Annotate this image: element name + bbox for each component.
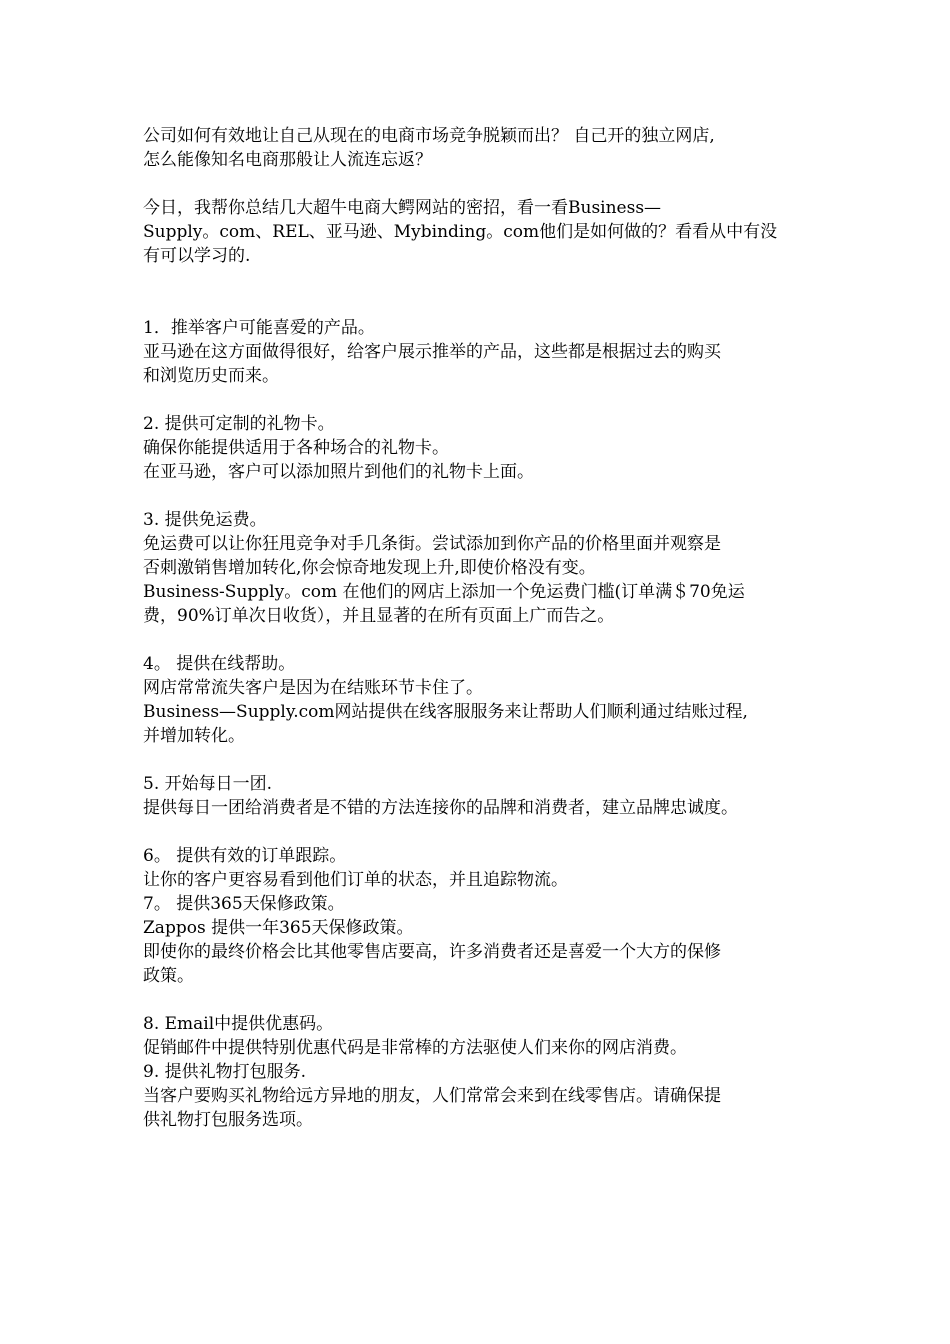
tip-section-9 (143, 1060, 813, 1132)
text-line: 确保你能提供适用于各种场合的礼物卡。 (143, 438, 449, 458)
section-heading: 6。 提供有效的订单跟踪。 (143, 846, 347, 866)
tip-section-8 (143, 1012, 813, 1060)
text-line: 费，90%订单次日收货），并且显著的在所有页面上广而告之。 (143, 606, 615, 626)
text-line: 公司如何有效地让自己从现在的电商市场竞争脱颖而出？ 自己开的独立网店, (143, 126, 715, 146)
text-line: 政策。 (143, 966, 194, 986)
article-body (143, 124, 813, 1132)
intro-paragraph-1 (143, 124, 813, 172)
tip-section-1 (143, 316, 813, 388)
text-line: 免运费可以让你狂甩竞争对手几条街。尝试添加到你产品的价格里面并观察是 (143, 534, 721, 554)
tip-section-2 (143, 412, 813, 484)
section-heading: 3. 提供免运费。 (143, 510, 267, 530)
text-line: Business-Supply。com 在他们的网店上添加一个免运费门槛(订单满＄70免运 (143, 582, 745, 602)
text-line: 促销邮件中提供特别优惠代码是非常棒的方法驱使人们来你的网店消费。 (143, 1038, 687, 1058)
tip-section-3 (143, 508, 813, 628)
text-line: 否刺激销售增加转化,你会惊奇地发现上升,即使价格没有变。 (143, 558, 596, 578)
section-heading: 1．推举客户可能喜爱的产品。 (143, 318, 375, 338)
text-line: 今日，我帮你总结几大超牛电商大鳄网站的密招，看一看Business— (143, 198, 662, 218)
section-heading: 9. 提供礼物打包服务. (143, 1062, 307, 1082)
text-line: Supply。com、REL、亚马逊、Mybinding。com他们是如何做的？看看从中有没 (143, 222, 778, 242)
section-heading: 4。 提供在线帮助。 (143, 654, 296, 674)
tip-section-7 (143, 892, 813, 988)
text-line: 提供每日一团给消费者是不错的方法连接你的品牌和消费者，建立品牌忠诚度。 (143, 798, 738, 818)
intro-paragraph-2 (143, 196, 813, 268)
text-line: 在亚马逊，客户可以添加照片到他们的礼物卡上面。 (143, 462, 534, 482)
section-heading: 8. Email中提供优惠码。 (143, 1014, 334, 1034)
text-line: Business—Supply.com网站提供在线客服服务来让帮助人们顺利通过结账过程, (143, 702, 748, 722)
tip-section-4 (143, 652, 813, 748)
text-line: 网店常常流失客户是因为在结账环节卡住了。 (143, 678, 483, 698)
text-line: 怎么能像知名电商那般让人流连忘返？ (143, 150, 432, 170)
text-line: 并增加转化。 (143, 726, 245, 746)
text-line: 和浏览历史而来。 (143, 366, 279, 386)
text-line: Zappos 提供一年365天保修政策。 (143, 918, 414, 938)
text-line: 供礼物打包服务选项。 (143, 1110, 313, 1130)
tip-section-5 (143, 772, 813, 820)
text-line: 让你的客户更容易看到他们订单的状态，并且追踪物流。 (143, 870, 568, 890)
section-heading: 2. 提供可定制的礼物卡。 (143, 414, 335, 434)
text-line: 亚马逊在这方面做得很好，给客户展示推举的产品，这些都是根据过去的购买 (143, 342, 721, 362)
section-heading: 5. 开始每日一团. (143, 774, 273, 794)
text-line: 即使你的最终价格会比其他零售店要高，许多消费者还是喜爱一个大方的保修 (143, 942, 721, 962)
section-heading: 7。 提供365天保修政策。 (143, 894, 345, 914)
text-line: 有可以学习的. (143, 246, 251, 266)
tip-section-6 (143, 844, 813, 892)
text-line: 当客户要购买礼物给远方异地的朋友，人们常常会来到在线零售店。请确保提 (143, 1086, 721, 1106)
